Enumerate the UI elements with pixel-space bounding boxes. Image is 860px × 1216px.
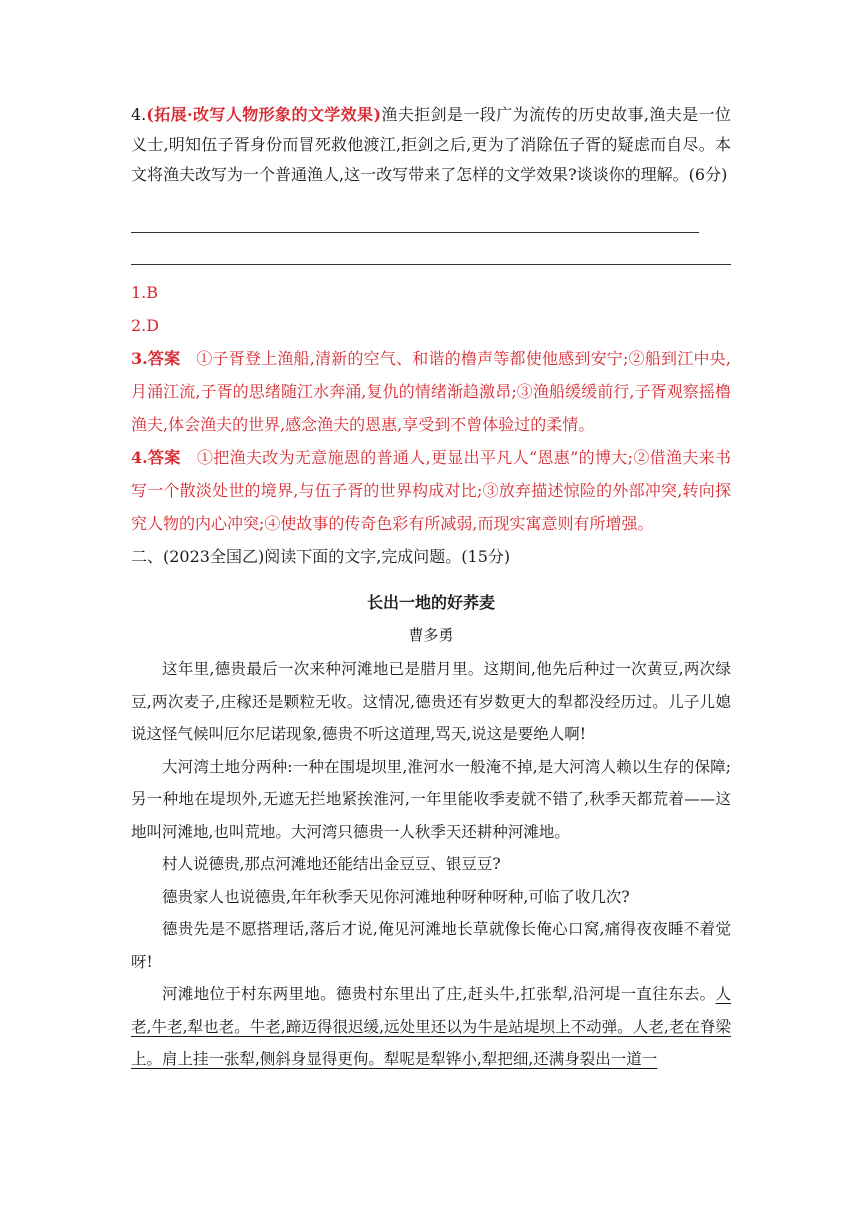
paragraph: 德贵先是不愿搭理话,落后才说,俺见河滩地长草就像长俺心口窝,痛得夜夜睡不着觉呀!: [131, 920, 731, 971]
answer-4-text: ①把渔夫改为无意施恩的普通人,更显出平凡人“恩惠”的博大;②借渔夫来书写一个散淡处世的境界,与伍子胥的世界构成对比;③放弃描述惊险的外部冲突,转向探究人物的内心冲突;④使故事的传奇色彩有所减弱,而现实寓意则有所增强。: [131, 448, 731, 533]
paragraph: [131, 978, 731, 1076]
underlined-passage: 人老,牛老,犁也老。牛老,蹄迈得很迟缓,远处里还以为牛是站堤坝上不动弹。人老,老在脊梁上。肩上挂一张犁,侧斜身显得更佝。犁呢是犁铧小,犁把细,还满身裂出一道一: [131, 985, 731, 1068]
section-2: [131, 541, 731, 573]
answer-4: [131, 441, 731, 540]
answer-3: [131, 342, 731, 441]
answer-1: 1.B: [131, 283, 159, 302]
answer-4-label: 4.答案: [131, 448, 181, 467]
answer-key: [131, 276, 731, 540]
page-content: [131, 100, 731, 1068]
article-title: 长出一地的好荞麦: [366, 593, 495, 612]
paragraph: 村人说德贵,那点河滩地还能结出金豆豆、银豆豆?: [162, 855, 501, 873]
question-text: 渔夫拒剑是一段广为流传的历史故事,渔夫是一位义士,明知伍子胥身份而冒死救他渡江,拒剑之后,更为了消除伍子胥的疑虑而自尽。本文将渔夫改写为一个普通渔人,这一改写带来了怎样的文学效果?谈谈你的理解。(6分): [131, 105, 731, 184]
paragraph: 德贵家人也说德贵,年年秋季天见你河滩地种呀种呀种,可临了收几次?: [162, 887, 630, 906]
answer-3-text: ①子胥登上渔船,清新的空气、和谐的橹声等都使他感到安宁;②船到江中央,月涌江流,子胥的思绪随江水奔涌,复仇的情绪渐趋激昂;③渔船缓缓前行,子胥观察摇橹渔夫,体会渔夫的世界,感念渔夫的恩惠,享受到不曾体验过的柔情。: [131, 349, 731, 434]
paragraph-start: 河滩地位于村东两里地。德贵村东里出了庄,赶头牛,扛张犁,沿河堤一直往东去。: [162, 985, 716, 1003]
article-author: 曹多勇: [408, 626, 454, 644]
answer-line: [131, 232, 699, 233]
answer-line: [131, 264, 731, 265]
answer-2: 2.D: [131, 316, 160, 335]
paragraph: 大河湾土地分两种:一种在围堤坝里,淮河水一般淹不掉,是大河湾人赖以生存的保障;另一种地在堤坝外,无遮无拦地紧挨淮河,一年里能收季麦就不错了,秋季天都荒着——这地叫河滩地,也叫荒地。大河湾只德贵一人秋季天还耕种河滩地。: [131, 757, 731, 841]
answer-3-label: 3.答案: [131, 349, 181, 368]
article-body: [131, 653, 731, 1076]
question-number: 4.: [131, 105, 147, 124]
paragraph: 这年里,德贵最后一次来种河滩地已是腊月里。这期间,他先后种过一次黄豆,两次绿豆,两次麦子,庄稼还是颗粒无收。这情况,德贵还有岁数更大的犁都没经历过。儿子儿媳说这怪气候叫厄尔尼诺现象,德贵不听这道理,骂天,说这是要绝人啊!: [131, 660, 731, 743]
section-heading: 二、(2023全国乙)阅读下面的文字,完成问题。(15分): [131, 547, 511, 566]
question-4: [131, 100, 731, 190]
question-tag: (拓展·改写人物形象的文学效果): [146, 105, 382, 124]
